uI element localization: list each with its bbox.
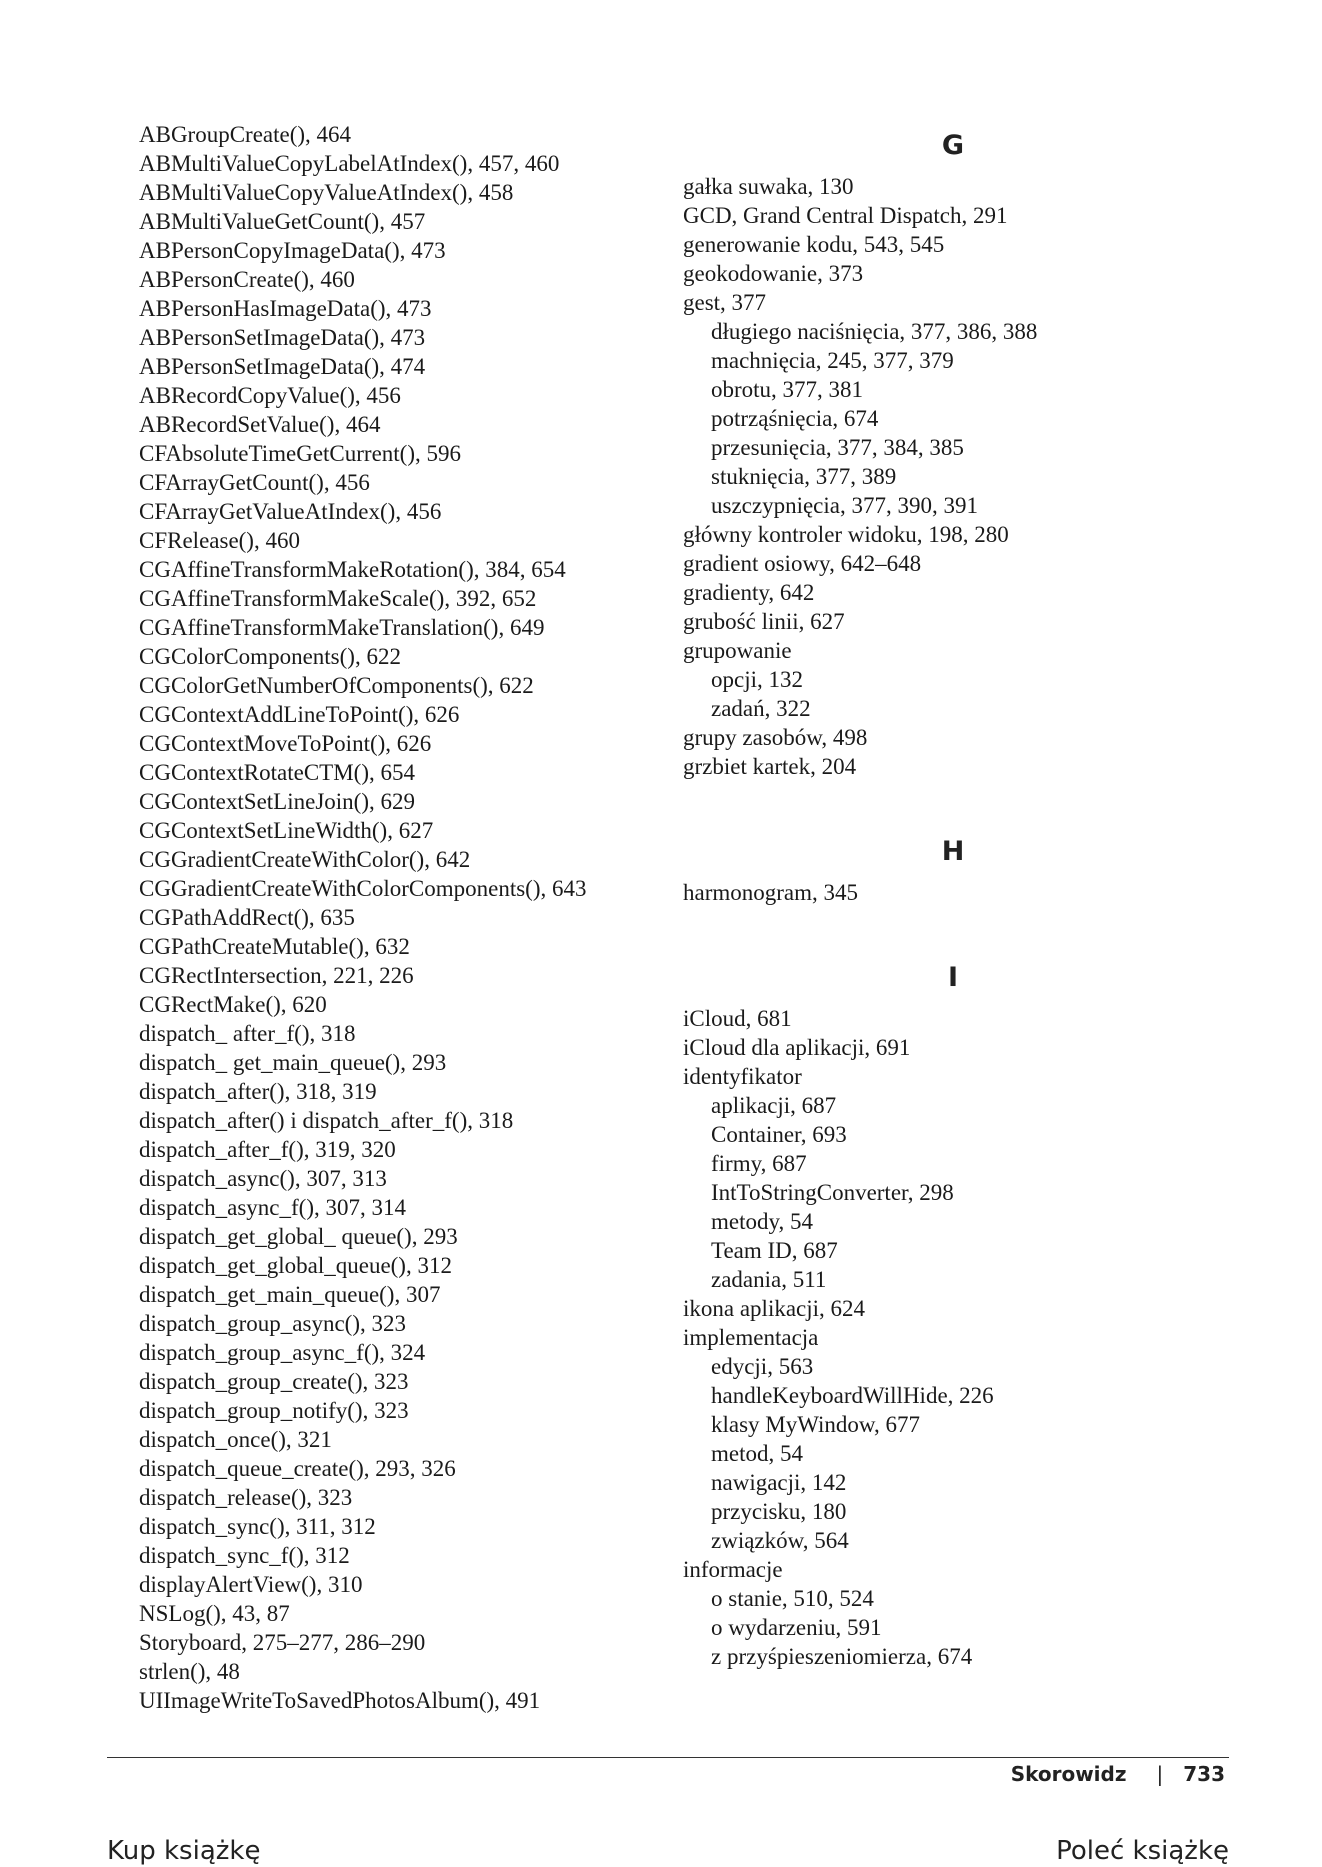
index-entry: CGContextSetLineWidth(), 627 [139, 818, 434, 843]
index-entry: dispatch_queue_create(), 293, 326 [139, 1456, 456, 1481]
footer-section-name: Skorowidz [1010, 1762, 1127, 1786]
index-subentry: potrząśnięcia, 674 [711, 406, 879, 431]
index-entry: grubość linii, 627 [683, 609, 845, 634]
index-entry: CGPathAddRect(), 635 [139, 905, 355, 930]
index-entry: CFArrayGetValueAtIndex(), 456 [139, 499, 442, 524]
index-entry: CGAffineTransformMakeTranslation(), 649 [139, 615, 545, 640]
index-entry: gest, 377 [683, 290, 767, 315]
index-entry: dispatch_release(), 323 [139, 1485, 353, 1510]
index-subentry: Team ID, 687 [711, 1238, 838, 1263]
index-entry: grupowanie [683, 638, 792, 663]
running-footer [1011, 1762, 1225, 1786]
index-subentry: edycji, 563 [711, 1354, 814, 1379]
index-entry: ABMultiValueCopyValueAtIndex(), 458 [139, 180, 514, 205]
index-entry: ABRecordCopyValue(), 456 [139, 383, 401, 408]
buy-book-link[interactable]: Kup książkę [107, 1836, 261, 1866]
footer-separator: | [1156, 1762, 1164, 1786]
index-entry: dispatch_once(), 321 [139, 1427, 332, 1452]
index-subentry: o wydarzeniu, 591 [711, 1615, 882, 1640]
index-subentry: związków, 564 [711, 1528, 849, 1553]
index-entry: ABRecordSetValue(), 464 [139, 412, 381, 437]
index-entry: geokodowanie, 373 [683, 261, 864, 286]
index-entry: CGColorComponents(), 622 [139, 644, 401, 669]
index-subentry: nawigacji, 142 [711, 1470, 847, 1495]
index-subentry: metody, 54 [711, 1209, 813, 1234]
index-entry: CGRectIntersection, 221, 226 [139, 963, 414, 988]
index-entry: grupy zasobów, 498 [683, 725, 868, 750]
index-entry: generowanie kodu, 543, 545 [683, 232, 945, 257]
index-subentry: przesunięcia, 377, 384, 385 [711, 435, 964, 460]
index-subentry: opcji, 132 [711, 667, 803, 692]
index-entry: displayAlertView(), 310 [139, 1572, 363, 1597]
index-entry: implementacja [683, 1325, 819, 1350]
index-entry: CGContextAddLineToPoint(), 626 [139, 702, 460, 727]
index-section [683, 826, 1243, 907]
index-entry: dispatch_ after_f(), 318 [139, 1021, 356, 1046]
page-number: 733 [1183, 1762, 1225, 1786]
index-subentry: klasy MyWindow, 677 [711, 1412, 921, 1437]
index-entry: UIImageWriteToSavedPhotosAlbum(), 491 [139, 1688, 541, 1713]
recommend-book-link[interactable]: Poleć książkę [1056, 1836, 1229, 1866]
index-entry: dispatch_after_f(), 319, 320 [139, 1137, 396, 1162]
index-entry: CGRectMake(), 620 [139, 992, 327, 1017]
index-subentry: metod, 54 [711, 1441, 803, 1466]
index-entry: CFArrayGetCount(), 456 [139, 470, 370, 495]
index-entry: CGAffineTransformMakeScale(), 392, 652 [139, 586, 537, 611]
index-entry: harmonogram, 345 [683, 880, 859, 905]
index-entry: dispatch_ get_main_queue(), 293 [139, 1050, 447, 1075]
index-entry: ABMultiValueCopyLabelAtIndex(), 457, 460 [139, 151, 560, 176]
index-entry: dispatch_after(), 318, 319 [139, 1079, 377, 1104]
index-entry: dispatch_group_create(), 323 [139, 1369, 409, 1394]
index-entry: dispatch_async_f(), 307, 314 [139, 1195, 406, 1220]
index-entry: Storyboard, 275–277, 286–290 [139, 1630, 426, 1655]
index-entry: CGContextRotateCTM(), 654 [139, 760, 415, 785]
index-entry: dispatch_group_notify(), 323 [139, 1398, 409, 1423]
index-entry: główny kontroler widoku, 198, 280 [683, 522, 1009, 547]
index-subentry: handleKeyboardWillHide, 226 [711, 1383, 994, 1408]
section-letter: G [941, 130, 965, 161]
index-subentry: obrotu, 377, 381 [711, 377, 864, 402]
index-entry: iCloud, 681 [683, 1006, 792, 1031]
index-subentry: zadania, 511 [711, 1267, 827, 1292]
index-section [683, 120, 1243, 781]
index-entry: dispatch_sync_f(), 312 [139, 1543, 350, 1568]
index-entry: CGPathCreateMutable(), 632 [139, 934, 410, 959]
index-subentry: o stanie, 510, 524 [711, 1586, 874, 1611]
index-subentry: firmy, 687 [711, 1151, 807, 1176]
index-entry: CGGradientCreateWithColorComponents(), 643 [139, 876, 587, 901]
index-entry: strlen(), 48 [139, 1659, 240, 1684]
index-subentry: z przyśpieszeniomierza, 674 [711, 1644, 973, 1669]
index-subentry: stuknięcia, 377, 389 [711, 464, 897, 489]
index-entry: iCloud dla aplikacji, 691 [683, 1035, 911, 1060]
index-entry: NSLog(), 43, 87 [139, 1601, 290, 1626]
index-entry: ABMultiValueGetCount(), 457 [139, 209, 426, 234]
index-entry: gałka suwaka, 130 [683, 174, 854, 199]
index-entry: GCD, Grand Central Dispatch, 291 [683, 203, 1008, 228]
index-subentry: uszczypnięcia, 377, 390, 391 [711, 493, 978, 518]
index-subentry: zadań, 322 [711, 696, 811, 721]
index-entry: CGContextSetLineJoin(), 629 [139, 789, 415, 814]
section-letter: H [941, 836, 965, 867]
footer-rule [107, 1757, 1229, 1758]
index-entry: dispatch_sync(), 311, 312 [139, 1514, 376, 1539]
index-entry: ikona aplikacji, 624 [683, 1296, 866, 1321]
index-entry: CGAffineTransformMakeRotation(), 384, 654 [139, 557, 566, 582]
index-entry: dispatch_after() i dispatch_after_f(), 318 [139, 1108, 514, 1133]
index-entry: ABPersonSetImageData(), 473 [139, 325, 426, 350]
index-entry: grzbiet kartek, 204 [683, 754, 857, 779]
index-subentry: przycisku, 180 [711, 1499, 847, 1524]
index-section [683, 952, 1243, 1671]
index-entry: CFRelease(), 460 [139, 528, 300, 553]
index-subentry: długiego naciśnięcia, 377, 386, 388 [711, 319, 1038, 344]
index-entry: dispatch_get_global_queue(), 312 [139, 1253, 452, 1278]
right-index-column [683, 120, 1243, 1671]
left-index-column [139, 120, 659, 1715]
index-entry: CGGradientCreateWithColor(), 642 [139, 847, 471, 872]
index-subentry: Container, 693 [711, 1122, 847, 1147]
index-subentry: aplikacji, 687 [711, 1093, 837, 1118]
index-entry: dispatch_get_global_ queue(), 293 [139, 1224, 458, 1249]
index-entry: dispatch_get_main_queue(), 307 [139, 1282, 441, 1307]
index-subentry: IntToStringConverter, 298 [711, 1180, 954, 1205]
index-entry: ABPersonSetImageData(), 474 [139, 354, 426, 379]
index-entry: ABGroupCreate(), 464 [139, 122, 352, 147]
section-letter: I [947, 962, 959, 993]
index-entry: ABPersonHasImageData(), 473 [139, 296, 432, 321]
index-entry: CGContextMoveToPoint(), 626 [139, 731, 432, 756]
index-entry: informacje [683, 1557, 783, 1582]
index-entry: gradienty, 642 [683, 580, 815, 605]
index-entry: ABPersonCopyImageData(), 473 [139, 238, 446, 263]
index-entry: dispatch_async(), 307, 313 [139, 1166, 387, 1191]
index-entry: identyfikator [683, 1064, 802, 1089]
index-entry: dispatch_group_async_f(), 324 [139, 1340, 426, 1365]
index-subentry: machnięcia, 245, 377, 379 [711, 348, 954, 373]
index-entry: gradient osiowy, 642–648 [683, 551, 922, 576]
index-entry: dispatch_group_async(), 323 [139, 1311, 406, 1336]
index-entry: ABPersonCreate(), 460 [139, 267, 355, 292]
index-entry: CGColorGetNumberOfComponents(), 622 [139, 673, 534, 698]
index-entry: CFAbsoluteTimeGetCurrent(), 596 [139, 441, 461, 466]
